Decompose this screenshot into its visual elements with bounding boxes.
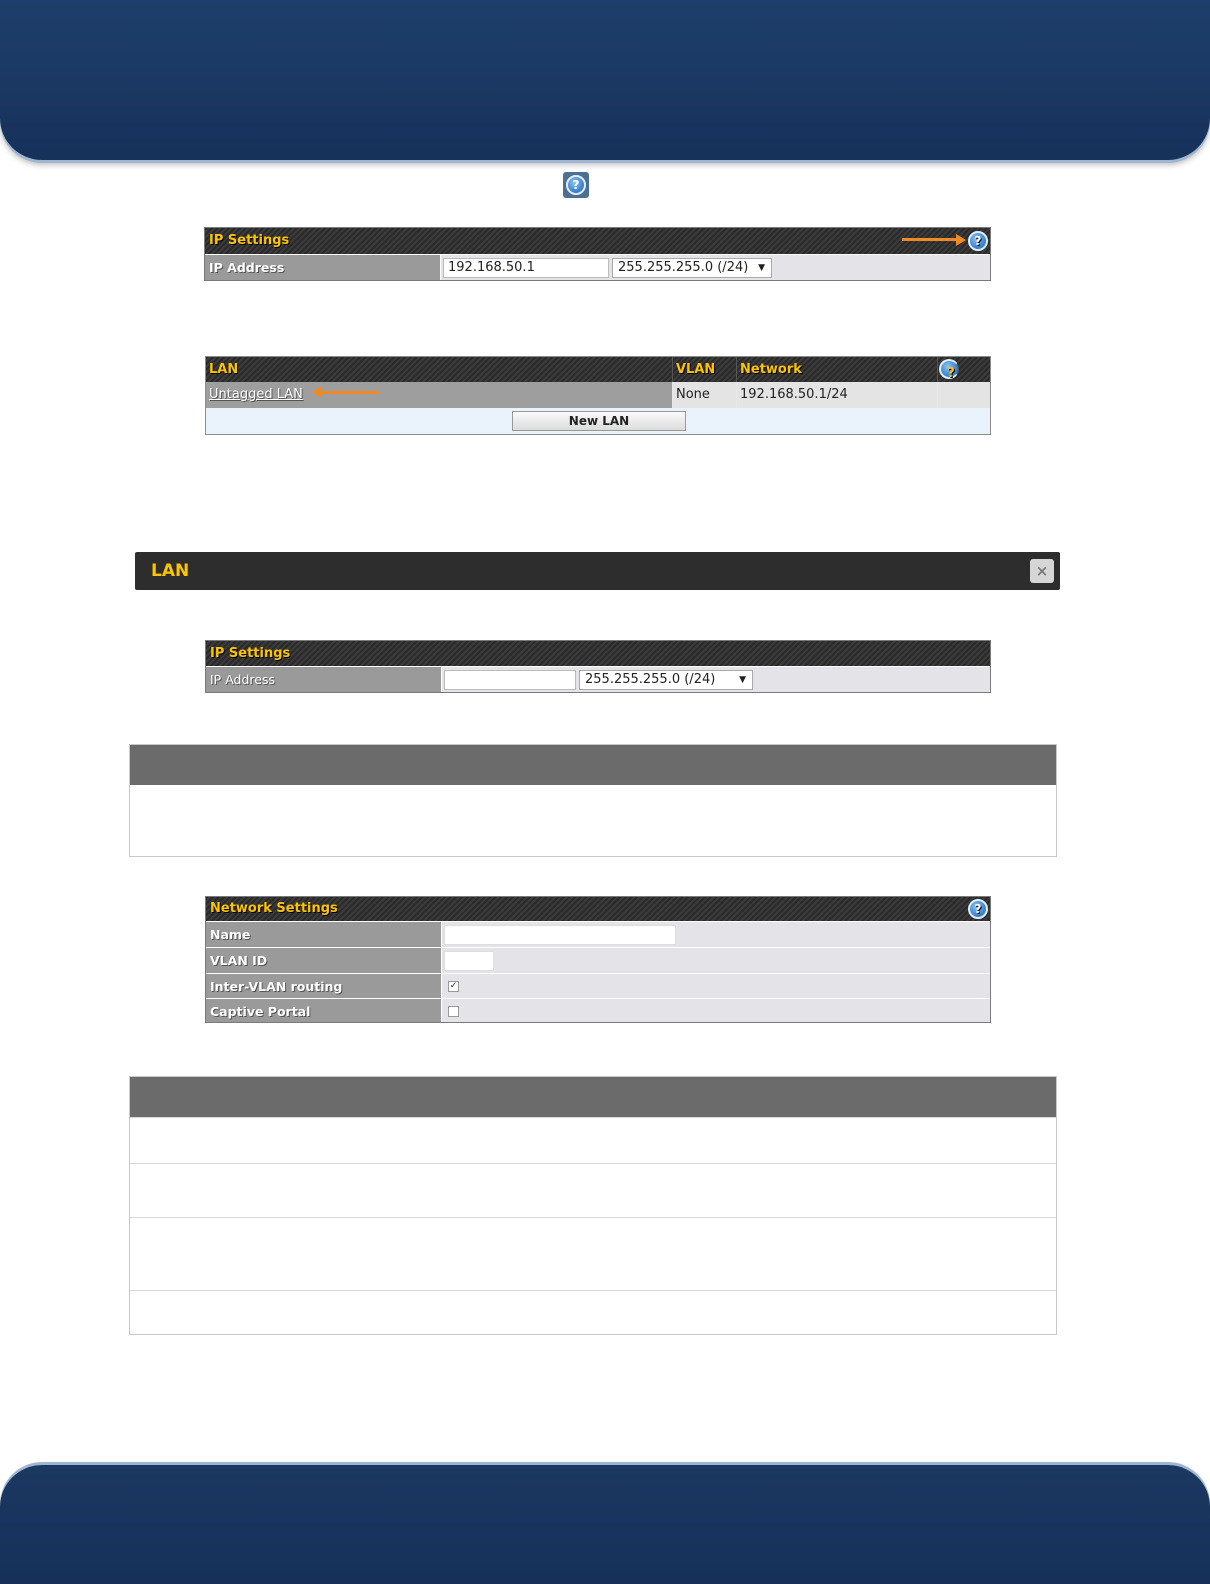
subnet-mask-select[interactable] [579, 670, 753, 690]
panel-header [205, 228, 990, 254]
lan-table-footer [206, 408, 990, 434]
ip-address-input[interactable] [444, 670, 576, 690]
subnet-mask-value: 255.255.255.0 (/24) [618, 260, 749, 275]
dialog-title: LAN [151, 561, 190, 581]
panel-title: Network Settings [210, 901, 338, 916]
annotation-arrow [902, 238, 958, 241]
captive-portal-value-cell [442, 999, 990, 1022]
inter-vlan-routing-label: Inter-VLAN routing [206, 974, 442, 998]
ip-address-value-cell [442, 667, 990, 692]
name-value-cell [442, 922, 990, 947]
help-icon[interactable]: ? [968, 231, 988, 251]
inter-vlan-routing-checkbox[interactable]: ✓ [449, 981, 458, 991]
annotation-arrow [320, 391, 380, 394]
dropdown-arrow-icon: ▼ [739, 675, 746, 685]
table-row [130, 1117, 1056, 1163]
help-icon-sample [563, 172, 589, 198]
panel-title: IP Settings [209, 233, 290, 248]
table-row [130, 1217, 1056, 1290]
vlan-id-row [206, 947, 990, 973]
ip-settings-panel [204, 227, 991, 281]
name-input[interactable] [444, 925, 676, 945]
ip-address-label: IP Address [206, 667, 442, 692]
captive-portal-label: Captive Portal [206, 999, 442, 1022]
name-label: Name [206, 922, 442, 947]
description-table [129, 744, 1057, 857]
table-row[interactable] [206, 382, 990, 408]
ip-settings-panel-dialog [205, 640, 991, 693]
name-row [206, 921, 990, 947]
help-icon[interactable]: ? [968, 899, 988, 919]
network-settings-panel [205, 896, 991, 1023]
lan-dialog-titlebar [135, 552, 1060, 590]
help-icon[interactable]: ? [939, 359, 959, 379]
table-row [130, 1163, 1056, 1217]
annotation-arrowhead [956, 234, 966, 246]
lan-network-cell: 192.168.50.1/24 [737, 382, 938, 408]
lan-vlan-cell: None [673, 382, 737, 408]
close-icon[interactable]: × [1030, 559, 1054, 583]
column-vlan: VLAN [673, 357, 737, 382]
column-network: Network [737, 357, 938, 382]
new-lan-button[interactable]: New LAN [512, 411, 686, 431]
lan-action-cell [938, 382, 990, 408]
captive-portal-checkbox[interactable] [448, 1006, 459, 1017]
dropdown-arrow-icon: ▼ [758, 263, 765, 273]
ip-address-label: IP Address [205, 255, 441, 280]
column-lan: LAN [206, 357, 673, 382]
inter-vlan-routing-row [206, 973, 990, 998]
panel-header [206, 897, 990, 921]
panel-title: IP Settings [210, 646, 291, 661]
ip-address-value-cell [441, 255, 990, 280]
subnet-mask-select[interactable] [612, 258, 772, 278]
captive-portal-row [206, 998, 990, 1022]
settings-description-header [130, 1077, 1056, 1117]
page-header-band [0, 0, 1210, 160]
table-row [130, 1290, 1056, 1334]
subnet-mask-value: 255.255.255.0 (/24) [585, 672, 716, 687]
ip-address-row [205, 254, 990, 280]
settings-description-table [129, 1076, 1057, 1335]
column-help [938, 357, 990, 382]
description-table-header [130, 745, 1056, 785]
page-footer-band [0, 1465, 1210, 1584]
lan-table [205, 356, 991, 435]
lan-name-link[interactable]: Untagged LAN [206, 382, 673, 408]
panel-header [206, 641, 990, 666]
inter-vlan-routing-value-cell [442, 974, 990, 998]
vlan-id-input[interactable] [444, 951, 494, 971]
question-mark-icon: ? [566, 175, 586, 195]
ip-address-row [206, 666, 990, 692]
vlan-id-value-cell [442, 948, 990, 973]
vlan-id-label: VLAN ID [206, 948, 442, 973]
lan-table-header [206, 357, 990, 382]
ip-address-input[interactable]: 192.168.50.1 [443, 258, 609, 278]
